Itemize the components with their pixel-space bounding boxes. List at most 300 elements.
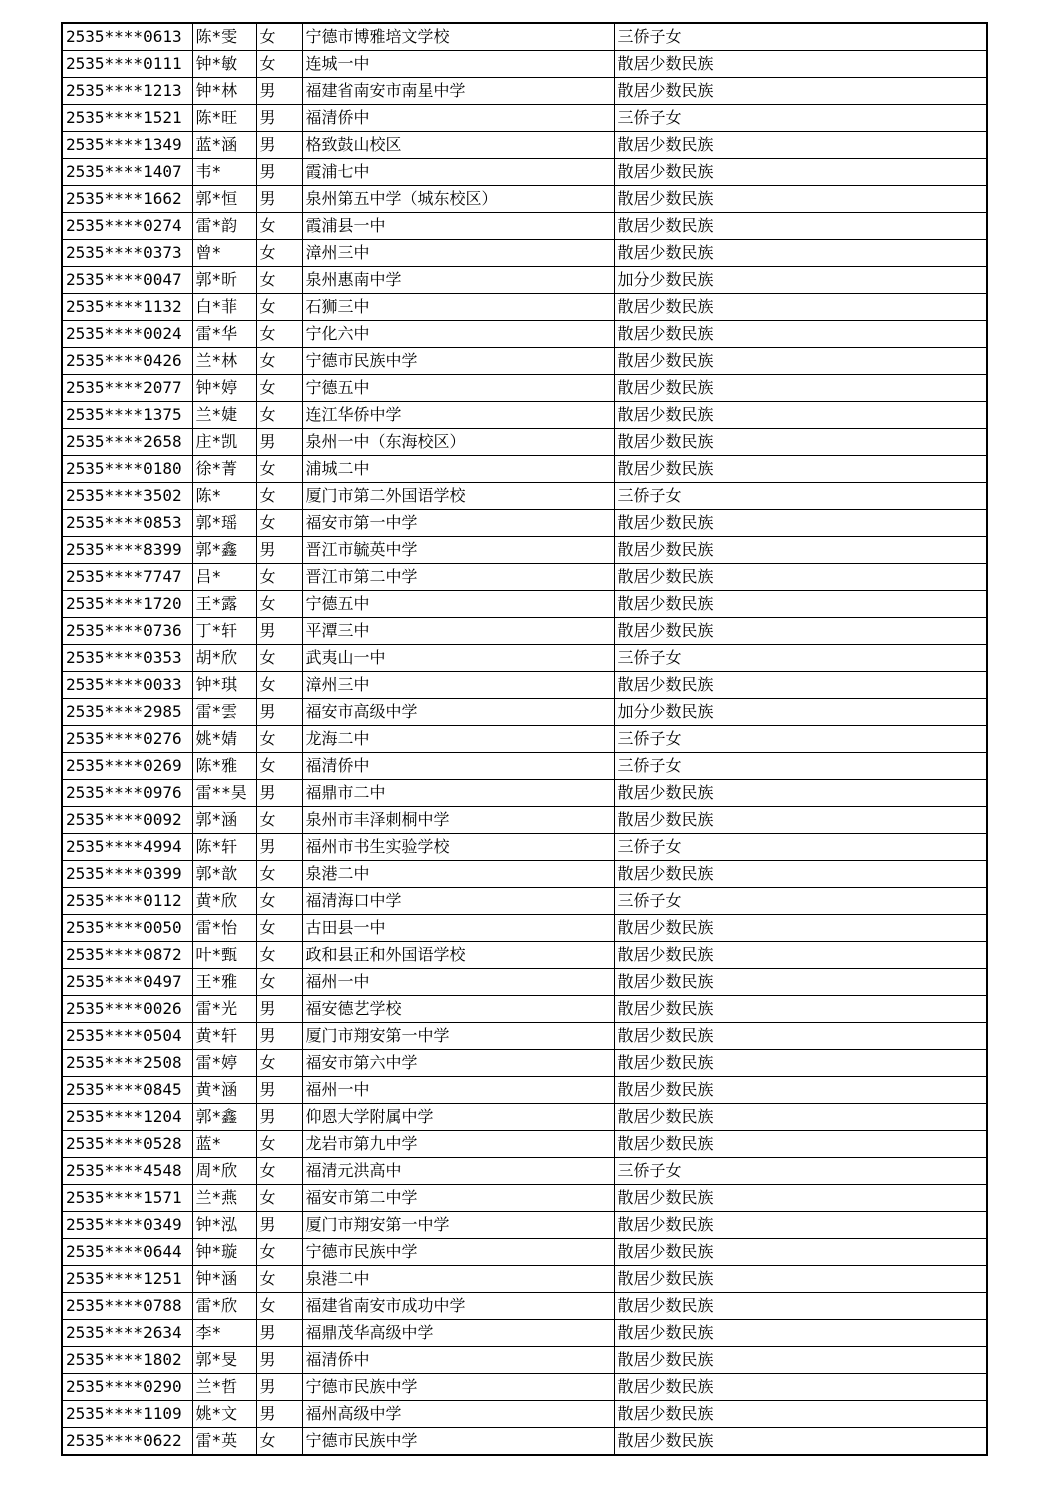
exam-number-cell: 2535****4548: [62, 1158, 192, 1185]
name-cell: 兰*哲: [192, 1374, 256, 1401]
gender-cell: 女: [256, 375, 302, 402]
table-row: [62, 1320, 987, 1347]
gender-cell: 女: [256, 1185, 302, 1212]
name-cell: 钟*敏: [192, 51, 256, 78]
gender-cell: 女: [256, 1266, 302, 1293]
exam-number-cell: 2535****2985: [62, 699, 192, 726]
table-row: [62, 807, 987, 834]
name-cell: 陈*: [192, 483, 256, 510]
gender-cell: 女: [256, 672, 302, 699]
school-cell: 泉州第五中学（城东校区）: [302, 186, 614, 213]
school-cell: 厦门市翔安第一中学: [302, 1023, 614, 1050]
school-cell: 福安市第二中学: [302, 1185, 614, 1212]
table-row: [62, 618, 987, 645]
exam-number-cell: 2535****0976: [62, 780, 192, 807]
table-row: [62, 861, 987, 888]
category-cell: 散居少数民族: [614, 456, 987, 483]
name-cell: 雷**昊: [192, 780, 256, 807]
category-cell: 散居少数民族: [614, 1401, 987, 1428]
exam-number-cell: 2535****0047: [62, 267, 192, 294]
name-cell: 雷*光: [192, 996, 256, 1023]
school-cell: 漳州三中: [302, 240, 614, 267]
category-cell: 散居少数民族: [614, 591, 987, 618]
table-row: [62, 1374, 987, 1401]
name-cell: 陈*轩: [192, 834, 256, 861]
school-cell: 连城一中: [302, 51, 614, 78]
school-cell: 福清海口中学: [302, 888, 614, 915]
table-row: [62, 375, 987, 402]
name-cell: 兰*婕: [192, 402, 256, 429]
exam-number-cell: 2535****1349: [62, 132, 192, 159]
name-cell: 陈*雯: [192, 23, 256, 51]
table-row: [62, 321, 987, 348]
table-row: [62, 510, 987, 537]
gender-cell: 男: [256, 1320, 302, 1347]
school-cell: 宁德五中: [302, 591, 614, 618]
category-cell: 散居少数民族: [614, 1428, 987, 1456]
name-cell: 钟*涵: [192, 1266, 256, 1293]
name-cell: 郭*鑫: [192, 1104, 256, 1131]
name-cell: 郭*昕: [192, 267, 256, 294]
exam-number-cell: 2535****1802: [62, 1347, 192, 1374]
category-cell: 散居少数民族: [614, 1077, 987, 1104]
name-cell: 王*雅: [192, 969, 256, 996]
name-cell: 雷*婷: [192, 1050, 256, 1077]
exam-number-cell: 2535****0276: [62, 726, 192, 753]
exam-number-cell: 2535****0788: [62, 1293, 192, 1320]
exam-number-cell: 2535****0613: [62, 23, 192, 51]
school-cell: 政和县正和外国语学校: [302, 942, 614, 969]
name-cell: 郭*瑶: [192, 510, 256, 537]
gender-cell: 女: [256, 23, 302, 51]
name-cell: 叶*甄: [192, 942, 256, 969]
name-cell: 钟*婷: [192, 375, 256, 402]
category-cell: 散居少数民族: [614, 1212, 987, 1239]
table-row: [62, 915, 987, 942]
table-row: [62, 105, 987, 132]
category-cell: 散居少数民族: [614, 1023, 987, 1050]
category-cell: 散居少数民族: [614, 969, 987, 996]
school-cell: 霞浦七中: [302, 159, 614, 186]
name-cell: 李*: [192, 1320, 256, 1347]
category-cell: 散居少数民族: [614, 51, 987, 78]
category-cell: 散居少数民族: [614, 618, 987, 645]
exam-number-cell: 2535****0373: [62, 240, 192, 267]
gender-cell: 女: [256, 969, 302, 996]
exam-number-cell: 2535****2634: [62, 1320, 192, 1347]
exam-number-cell: 2535****1571: [62, 1185, 192, 1212]
school-cell: 福州一中: [302, 969, 614, 996]
gender-cell: 女: [256, 321, 302, 348]
exam-number-cell: 2535****0024: [62, 321, 192, 348]
school-cell: 福鼎市二中: [302, 780, 614, 807]
table-row: [62, 1347, 987, 1374]
category-cell: 散居少数民族: [614, 1131, 987, 1158]
school-cell: 连江华侨中学: [302, 402, 614, 429]
name-cell: 雷*华: [192, 321, 256, 348]
school-cell: 宁德市民族中学: [302, 1239, 614, 1266]
gender-cell: 女: [256, 726, 302, 753]
school-cell: 晋江市毓英中学: [302, 537, 614, 564]
table-row: [62, 1428, 987, 1456]
exam-number-cell: 2535****1251: [62, 1266, 192, 1293]
school-cell: 晋江市第二中学: [302, 564, 614, 591]
category-cell: 加分少数民族: [614, 267, 987, 294]
school-cell: 平潭三中: [302, 618, 614, 645]
name-cell: 黄*涵: [192, 1077, 256, 1104]
name-cell: 蓝*: [192, 1131, 256, 1158]
gender-cell: 女: [256, 1428, 302, 1456]
exam-number-cell: 2535****0426: [62, 348, 192, 375]
gender-cell: 女: [256, 591, 302, 618]
table-row: [62, 1131, 987, 1158]
category-cell: 散居少数民族: [614, 1374, 987, 1401]
school-cell: 福清侨中: [302, 753, 614, 780]
exam-number-cell: 2535****2658: [62, 429, 192, 456]
school-cell: 福安市第一中学: [302, 510, 614, 537]
school-cell: 泉州惠南中学: [302, 267, 614, 294]
school-cell: 福鼎茂华高级中学: [302, 1320, 614, 1347]
exam-number-cell: 2535****0872: [62, 942, 192, 969]
gender-cell: 女: [256, 213, 302, 240]
table-row: [62, 942, 987, 969]
school-cell: 福安市高级中学: [302, 699, 614, 726]
category-cell: 三侨子女: [614, 105, 987, 132]
category-cell: 散居少数民族: [614, 159, 987, 186]
gender-cell: 男: [256, 1401, 302, 1428]
category-cell: 三侨子女: [614, 834, 987, 861]
category-cell: 散居少数民族: [614, 429, 987, 456]
table-row: [62, 483, 987, 510]
exam-number-cell: 2535****0622: [62, 1428, 192, 1456]
name-cell: 丁*轩: [192, 618, 256, 645]
category-cell: 散居少数民族: [614, 915, 987, 942]
gender-cell: 男: [256, 1104, 302, 1131]
category-cell: 散居少数民族: [614, 240, 987, 267]
category-cell: 散居少数民族: [614, 672, 987, 699]
category-cell: 三侨子女: [614, 888, 987, 915]
category-cell: 散居少数民族: [614, 1239, 987, 1266]
table-row: [62, 1104, 987, 1131]
exam-number-cell: 2535****0504: [62, 1023, 192, 1050]
table-row: [62, 294, 987, 321]
exam-number-cell: 2535****0349: [62, 1212, 192, 1239]
table-row: [62, 888, 987, 915]
table-row: [62, 1293, 987, 1320]
category-cell: 三侨子女: [614, 483, 987, 510]
category-cell: 散居少数民族: [614, 861, 987, 888]
name-cell: 雷*英: [192, 1428, 256, 1456]
gender-cell: 男: [256, 537, 302, 564]
name-cell: 曾*: [192, 240, 256, 267]
table-row: [62, 537, 987, 564]
gender-cell: 男: [256, 78, 302, 105]
name-cell: 钟*璇: [192, 1239, 256, 1266]
category-cell: 散居少数民族: [614, 1347, 987, 1374]
exam-number-cell: 2535****0274: [62, 213, 192, 240]
table-row: [62, 780, 987, 807]
name-cell: 胡*欣: [192, 645, 256, 672]
exam-number-cell: 2535****2077: [62, 375, 192, 402]
gender-cell: 女: [256, 402, 302, 429]
table-row: [62, 1239, 987, 1266]
exam-number-cell: 2535****1662: [62, 186, 192, 213]
gender-cell: 女: [256, 510, 302, 537]
exam-number-cell: 2535****0050: [62, 915, 192, 942]
exam-number-cell: 2535****2508: [62, 1050, 192, 1077]
table-row: [62, 834, 987, 861]
school-cell: 石狮三中: [302, 294, 614, 321]
name-cell: 黄*欣: [192, 888, 256, 915]
name-cell: 白*菲: [192, 294, 256, 321]
school-cell: 福建省南安市成功中学: [302, 1293, 614, 1320]
exam-number-cell: 2535****4994: [62, 834, 192, 861]
name-cell: 雷*雲: [192, 699, 256, 726]
table-row: [62, 240, 987, 267]
gender-cell: 女: [256, 294, 302, 321]
exam-number-cell: 2535****7747: [62, 564, 192, 591]
exam-number-cell: 2535****1132: [62, 294, 192, 321]
gender-cell: 女: [256, 942, 302, 969]
table-row: [62, 564, 987, 591]
table-row: [62, 699, 987, 726]
exam-number-cell: 2535****0399: [62, 861, 192, 888]
name-cell: 郭*鑫: [192, 537, 256, 564]
table-row: [62, 753, 987, 780]
school-cell: 宁化六中: [302, 321, 614, 348]
table-row: [62, 672, 987, 699]
name-cell: 雷*怡: [192, 915, 256, 942]
name-cell: 韦*: [192, 159, 256, 186]
table-row: [62, 132, 987, 159]
gender-cell: 男: [256, 159, 302, 186]
category-cell: 三侨子女: [614, 726, 987, 753]
name-cell: 陈*旺: [192, 105, 256, 132]
exam-number-cell: 2535****0269: [62, 753, 192, 780]
category-cell: 散居少数民族: [614, 564, 987, 591]
category-cell: 散居少数民族: [614, 780, 987, 807]
exam-number-cell: 2535****1204: [62, 1104, 192, 1131]
table-row: [62, 1023, 987, 1050]
name-cell: 王*露: [192, 591, 256, 618]
gender-cell: 女: [256, 753, 302, 780]
table-row: [62, 996, 987, 1023]
table-row: [62, 1050, 987, 1077]
gender-cell: 男: [256, 1347, 302, 1374]
name-cell: 周*欣: [192, 1158, 256, 1185]
exam-number-cell: 2535****0180: [62, 456, 192, 483]
name-cell: 吕*: [192, 564, 256, 591]
school-cell: 仰恩大学附属中学: [302, 1104, 614, 1131]
category-cell: 散居少数民族: [614, 375, 987, 402]
school-cell: 福清侨中: [302, 105, 614, 132]
exam-number-cell: 2535****0528: [62, 1131, 192, 1158]
table-row: [62, 23, 987, 51]
exam-number-cell: 2535****0497: [62, 969, 192, 996]
category-cell: 散居少数民族: [614, 1104, 987, 1131]
exam-number-cell: 2535****1109: [62, 1401, 192, 1428]
table-row: [62, 348, 987, 375]
gender-cell: 男: [256, 1212, 302, 1239]
category-cell: 散居少数民族: [614, 537, 987, 564]
exam-number-cell: 2535****1213: [62, 78, 192, 105]
gender-cell: 女: [256, 1131, 302, 1158]
table-row: [62, 186, 987, 213]
gender-cell: 女: [256, 1293, 302, 1320]
name-cell: 郭*恒: [192, 186, 256, 213]
gender-cell: 女: [256, 861, 302, 888]
school-cell: 福清元洪高中: [302, 1158, 614, 1185]
school-cell: 古田县一中: [302, 915, 614, 942]
school-cell: 泉州一中（东海校区）: [302, 429, 614, 456]
table-row: [62, 456, 987, 483]
category-cell: 三侨子女: [614, 753, 987, 780]
school-cell: 福建省南安市南星中学: [302, 78, 614, 105]
table-row: [62, 78, 987, 105]
school-cell: 泉港二中: [302, 1266, 614, 1293]
exam-number-cell: 2535****0111: [62, 51, 192, 78]
name-cell: 雷*韵: [192, 213, 256, 240]
name-cell: 庄*凯: [192, 429, 256, 456]
school-cell: 泉州市丰泽刺桐中学: [302, 807, 614, 834]
gender-cell: 男: [256, 1374, 302, 1401]
gender-cell: 男: [256, 699, 302, 726]
exam-number-cell: 2535****0845: [62, 1077, 192, 1104]
school-cell: 龙海二中: [302, 726, 614, 753]
school-cell: 武夷山一中: [302, 645, 614, 672]
table-row: [62, 159, 987, 186]
school-cell: 厦门市翔安第一中学: [302, 1212, 614, 1239]
category-cell: 散居少数民族: [614, 942, 987, 969]
table-row: [62, 1401, 987, 1428]
table-row: [62, 1185, 987, 1212]
table-row: [62, 591, 987, 618]
school-cell: 龙岩市第九中学: [302, 1131, 614, 1158]
category-cell: 散居少数民族: [614, 132, 987, 159]
exam-number-cell: 2535****1720: [62, 591, 192, 618]
category-cell: 散居少数民族: [614, 1050, 987, 1077]
exam-number-cell: 2535****0112: [62, 888, 192, 915]
gender-cell: 女: [256, 348, 302, 375]
exam-number-cell: 2535****1375: [62, 402, 192, 429]
name-cell: 钟*泓: [192, 1212, 256, 1239]
gender-cell: 女: [256, 1050, 302, 1077]
school-cell: 宁德五中: [302, 375, 614, 402]
gender-cell: 女: [256, 645, 302, 672]
category-cell: 散居少数民族: [614, 348, 987, 375]
student-list-table: [61, 22, 988, 1456]
exam-number-cell: 2535****0736: [62, 618, 192, 645]
school-cell: 宁德市民族中学: [302, 1428, 614, 1456]
category-cell: 散居少数民族: [614, 1185, 987, 1212]
name-cell: 蓝*涵: [192, 132, 256, 159]
name-cell: 郭*涵: [192, 807, 256, 834]
school-cell: 福州市书生实验学校: [302, 834, 614, 861]
school-cell: 漳州三中: [302, 672, 614, 699]
gender-cell: 女: [256, 1158, 302, 1185]
name-cell: 钟*琪: [192, 672, 256, 699]
school-cell: 福安德艺学校: [302, 996, 614, 1023]
gender-cell: 女: [256, 240, 302, 267]
gender-cell: 男: [256, 618, 302, 645]
table-body: [62, 23, 987, 1455]
school-cell: 福安市第六中学: [302, 1050, 614, 1077]
gender-cell: 女: [256, 888, 302, 915]
gender-cell: 男: [256, 996, 302, 1023]
exam-number-cell: 2535****1407: [62, 159, 192, 186]
category-cell: 散居少数民族: [614, 321, 987, 348]
school-cell: 浦城二中: [302, 456, 614, 483]
category-cell: 散居少数民族: [614, 996, 987, 1023]
category-cell: 散居少数民族: [614, 807, 987, 834]
gender-cell: 男: [256, 132, 302, 159]
gender-cell: 男: [256, 1077, 302, 1104]
gender-cell: 男: [256, 105, 302, 132]
gender-cell: 女: [256, 1239, 302, 1266]
category-cell: 散居少数民族: [614, 78, 987, 105]
exam-number-cell: 2535****3502: [62, 483, 192, 510]
category-cell: 散居少数民族: [614, 294, 987, 321]
gender-cell: 女: [256, 51, 302, 78]
name-cell: 姚*文: [192, 1401, 256, 1428]
category-cell: 三侨子女: [614, 645, 987, 672]
category-cell: 加分少数民族: [614, 699, 987, 726]
name-cell: 徐*菁: [192, 456, 256, 483]
gender-cell: 女: [256, 915, 302, 942]
exam-number-cell: 2535****0853: [62, 510, 192, 537]
category-cell: 三侨子女: [614, 1158, 987, 1185]
name-cell: 兰*林: [192, 348, 256, 375]
gender-cell: 男: [256, 1023, 302, 1050]
category-cell: 散居少数民族: [614, 402, 987, 429]
school-cell: 泉港二中: [302, 861, 614, 888]
name-cell: 钟*林: [192, 78, 256, 105]
category-cell: 散居少数民族: [614, 1293, 987, 1320]
school-cell: 福州高级中学: [302, 1401, 614, 1428]
school-cell: 宁德市民族中学: [302, 1374, 614, 1401]
table-row: [62, 429, 987, 456]
school-cell: 福清侨中: [302, 1347, 614, 1374]
exam-number-cell: 2535****8399: [62, 537, 192, 564]
table-row: [62, 1077, 987, 1104]
table-row: [62, 726, 987, 753]
exam-number-cell: 2535****0033: [62, 672, 192, 699]
table-row: [62, 1158, 987, 1185]
gender-cell: 女: [256, 483, 302, 510]
exam-number-cell: 2535****0290: [62, 1374, 192, 1401]
table-row: [62, 402, 987, 429]
exam-number-cell: 2535****0353: [62, 645, 192, 672]
table-row: [62, 1266, 987, 1293]
category-cell: 散居少数民族: [614, 1266, 987, 1293]
table-row: [62, 645, 987, 672]
name-cell: 郭*歆: [192, 861, 256, 888]
category-cell: 三侨子女: [614, 23, 987, 51]
name-cell: 兰*燕: [192, 1185, 256, 1212]
school-cell: 厦门市第二外国语学校: [302, 483, 614, 510]
name-cell: 姚*婧: [192, 726, 256, 753]
exam-number-cell: 2535****0026: [62, 996, 192, 1023]
gender-cell: 男: [256, 780, 302, 807]
table-row: [62, 213, 987, 240]
school-cell: 宁德市博雅培文学校: [302, 23, 614, 51]
table-row: [62, 969, 987, 996]
name-cell: 郭*旻: [192, 1347, 256, 1374]
school-cell: 格致鼓山校区: [302, 132, 614, 159]
gender-cell: 男: [256, 429, 302, 456]
category-cell: 散居少数民族: [614, 1320, 987, 1347]
exam-number-cell: 2535****1521: [62, 105, 192, 132]
